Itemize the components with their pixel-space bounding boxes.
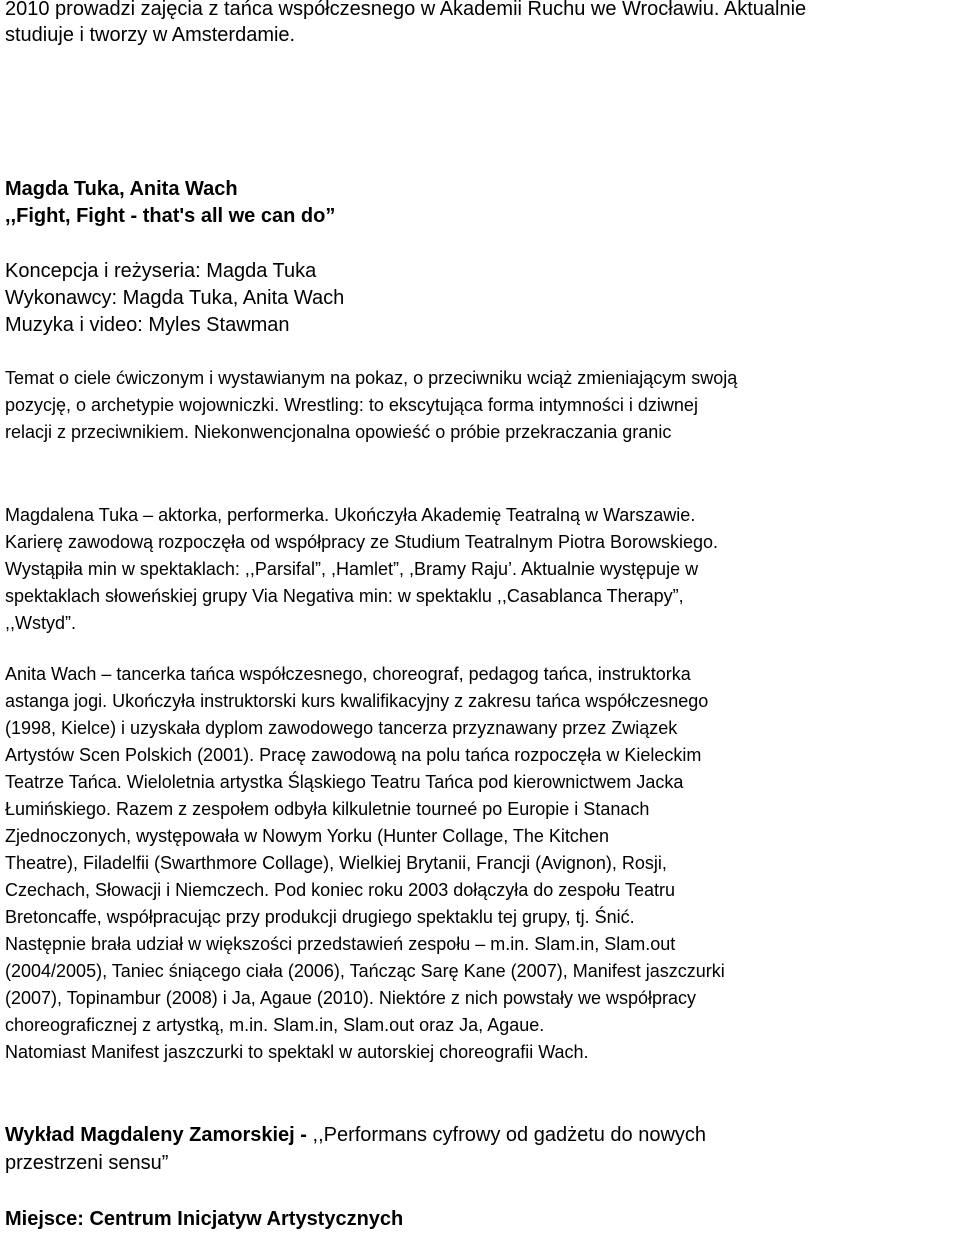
text-line: Zjednoczonych, występowała w Nowym Yorku (Hunter Collage, The Kitchen bbox=[5, 826, 609, 846]
text-line: Łumińskiego. Razem z zespołem odbyła kilkuletnie tourneé po Europie i Stanach bbox=[5, 799, 650, 819]
text-line: Theatre), Filadelfii (Swarthmore Collage), Wielkiej Brytanii, Francji (Avignon), Rosji, bbox=[5, 853, 667, 873]
lecture-title-start: ,,Performans cyfrowy od gadżetu do nowych bbox=[312, 1124, 707, 1146]
text-line: (1998, Kielce) i uzyskała dyplom zawodowego tancerza przyznawany przez Związek bbox=[5, 718, 678, 738]
text-line: spektaklach słoweńskiej grupy Via Negativa min: w spektaklu ,,Casablanca Therapy”, bbox=[5, 586, 684, 606]
text-line: Anita Wach – tancerka tańca współczesnego, choreograf, pedagog tańca, instruktorka bbox=[5, 664, 691, 684]
text-line: (2004/2005), Taniec śniącego ciała (2006), Tańcząc Sarę Kane (2007), Manifest jaszczurki bbox=[5, 961, 725, 981]
text-line: Karierę zawodową rozpoczęła od współpracy ze Studium Teatralnym Piotra Borowskiego. bbox=[5, 532, 719, 552]
text-line: relacji z przeciwnikiem. Niekonwencjonalna opowieść o próbie przekraczania granic bbox=[5, 422, 672, 442]
lecture-line bbox=[5, 1121, 706, 1149]
credit-music: Muzyka i video: Myles Stawman bbox=[5, 314, 290, 336]
text-line: Następnie brała udział w większości przedstawień zespołu – m.in. Slam.in, Slam.out bbox=[5, 934, 676, 954]
performance-heading bbox=[5, 176, 335, 230]
text-line: pozycję, o archetypie wojowniczki. Wrestling: to ekscytująca forma intymności i dziwnej bbox=[5, 395, 698, 415]
text-line: Natomiast Manifest jaszczurki to spektakl w autorskiej choreografii Wach. bbox=[5, 1042, 589, 1062]
text-line: Temat o ciele ćwiczonym i wystawianym na pokaz, o przeciwniku wciąż zmieniającym swoją bbox=[5, 368, 738, 388]
text-line: (2007), Topinambur (2008) i Ja, Agaue (2010). Niektóre z nich powstały we współpracy bbox=[5, 988, 697, 1008]
performance-title: ,,Fight, Fight - that's all we can do” bbox=[5, 205, 336, 227]
text-line: Bretoncaffe, współpracując przy produkcji drugiego spektaklu tej grupy, tj. Śnić. bbox=[5, 907, 635, 927]
bio-tuka-paragraph bbox=[5, 502, 718, 637]
lecture-block bbox=[5, 1121, 706, 1177]
text-line: Artystów Scen Polskich (2001). Pracę zawodową na polu tańca rozpoczęła w Kieleckim bbox=[5, 745, 702, 765]
text-line: Czechach, Słowacji i Niemczech. Pod koniec roku 2003 dołączyła do zespołu Teatru bbox=[5, 880, 676, 900]
bio-wach-paragraph bbox=[5, 661, 725, 1066]
text-line: Magdalena Tuka – aktorka, performerka. Ukończyła Akademię Teatralną w Warszawie. bbox=[5, 505, 696, 525]
text-line: studiuje i tworzy w Amsterdamie. bbox=[5, 24, 296, 46]
lecture-title-end: przestrzeni sensu” bbox=[5, 1152, 169, 1174]
lecture-label: Wykład Magdaleny Zamorskiej - bbox=[5, 1124, 313, 1146]
credits-block bbox=[5, 258, 344, 339]
credit-performers: Wykonawcy: Magda Tuka, Anita Wach bbox=[5, 287, 345, 309]
credit-direction: Koncepcja i reżyseria: Magda Tuka bbox=[5, 260, 317, 282]
performance-authors: Magda Tuka, Anita Wach bbox=[5, 178, 238, 200]
text-line: Wystąpiła min w spektaklach: ,,Parsifal”, ,Hamlet”, ,Bramy Raju’. Aktualnie występuje w bbox=[5, 559, 699, 579]
topic-paragraph bbox=[5, 365, 737, 446]
venue-line: Miejsce: Centrum Inicjatyw Artystycznych bbox=[5, 1208, 404, 1230]
text-line: astanga jogi. Ukończyła instruktorski kurs kwalifikacyjny z zakresu tańca współczesnego bbox=[5, 691, 709, 711]
text-line: 2010 prowadzi zajęcia z tańca współczesnego w Akademii Ruchu we Wrocławiu. Aktualnie bbox=[5, 0, 807, 20]
text-line: choreograficznej z artystką, m.in. Slam.in, Slam.out oraz Ja, Agaue. bbox=[5, 1015, 545, 1035]
text-line: Teatrze Tańca. Wieloletnia artystka Śląskiego Teatru Tańca pod kierownictwem Jacka bbox=[5, 772, 684, 792]
intro-paragraph bbox=[5, 0, 806, 48]
text-line: ,,Wstyd”. bbox=[5, 613, 76, 633]
